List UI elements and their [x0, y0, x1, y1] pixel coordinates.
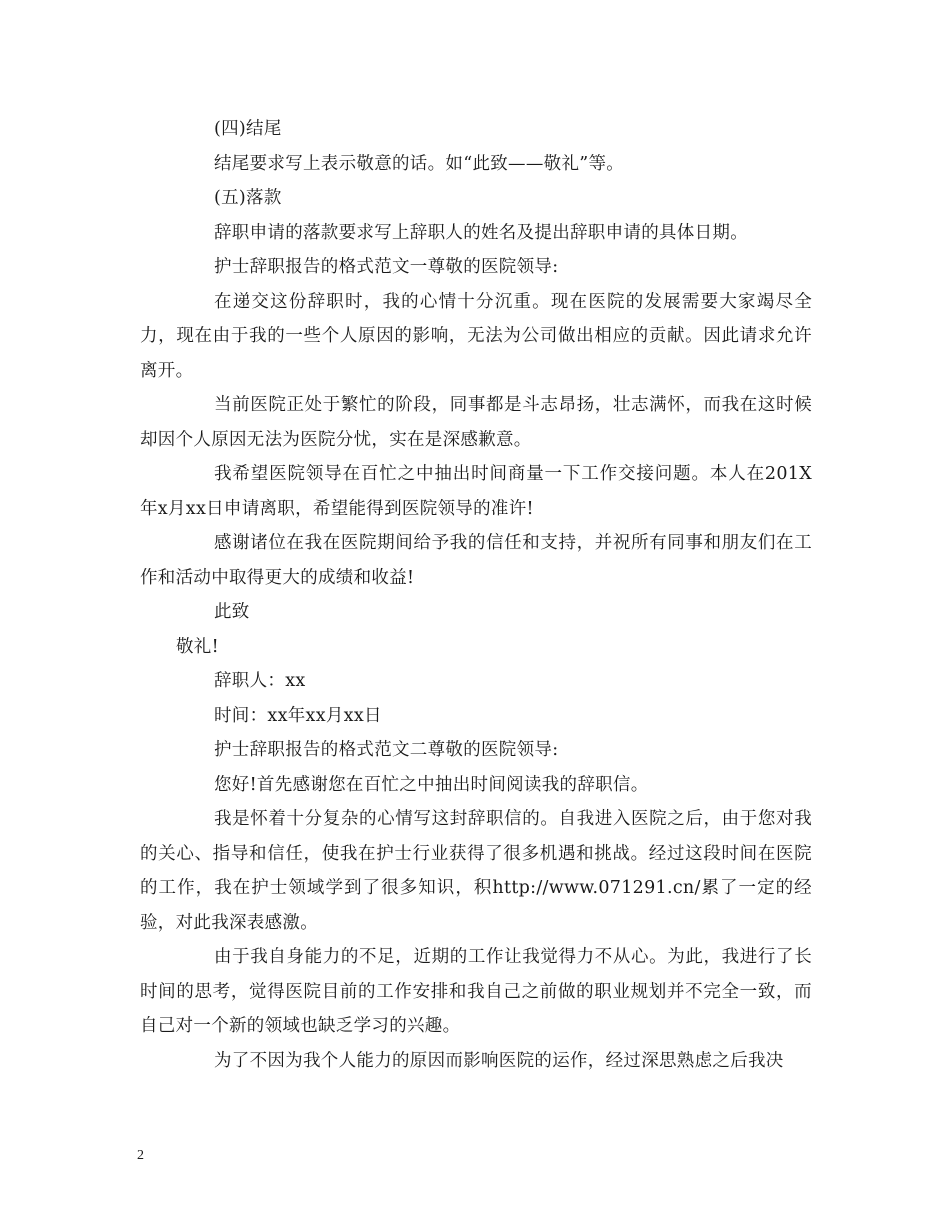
signature-name: 辞职人：xx: [214, 671, 306, 691]
paragraph: 结尾要求写上表示敬意的话。如“此致——敬礼”等。: [214, 153, 625, 174]
closing-phrase: 此致: [214, 602, 250, 622]
closing-salute: 敬礼!: [176, 636, 219, 657]
paragraph: 在递交这份辞职时，我的心情十分沉重。现在医院的发展需要大家竭尽全力，现在由于我的一些个人原因的影响，无法为公司做出相应的贡献。因此请求允许离开。: [140, 291, 812, 381]
signature-date: 时间：xx年xx月xx日: [214, 705, 382, 726]
paragraph: 为了不因为我个人能力的原因而影响医院的运作，经过深思熟虑之后我决: [214, 1050, 784, 1071]
sample-two-heading: 护士辞职报告的格式范文二尊敬的医院领导:: [214, 740, 559, 760]
paragraph: 由于我自身能力的不足，近期的工作让我觉得力不从心。为此，我进行了长时间的思考，觉得医院目前的工作安排和我自己之前做的职业规划并不完全一致，而自己对一个新的领域也缺乏学习的兴趣。: [140, 947, 812, 1036]
page-number: 2: [137, 1148, 144, 1163]
paragraph: 您好!首先感谢您在百忙之中抽出时间阅读我的辞职信。: [214, 774, 649, 795]
paragraph: 辞职申请的落款要求写上辞职人的姓名及提出辞职申请的具体日期。: [214, 222, 748, 243]
paragraph: 当前医院正处于繁忙的阶段，同事都是斗志昂扬，壮志满怀，而我在这时候却因个人原因无法为医院分忧，实在是深感歉意。: [140, 395, 812, 450]
sample-one-heading: 护士辞职报告的格式范文一尊敬的医院领导:: [214, 257, 559, 277]
paragraph: 我是怀着十分复杂的心情写这封辞职信的。自我进入医院之后，由于您对我的关心、指导和信任，使我在护士行业获得了很多机遇和挑战。经过这段时间在医院的工作，我在护士领域学到了很多知识，积http://www.071291.cn/累了一定的经验，对此我深表感激。: [140, 809, 812, 933]
section-heading-ending: (四)结尾: [214, 119, 282, 139]
section-heading-signature: (五)落款: [214, 188, 282, 208]
paragraph: 感谢诸位在我在医院期间给予我的信任和支持，并祝所有同事和朋友们在工作和活动中取得更大的成绩和收益!: [140, 533, 812, 588]
document-body: [140, 112, 812, 1078]
paragraph: 我希望医院领导在百忙之中抽出时间商量一下工作交接问题。本人在201X年x月xx日申请离职，希望能得到医院领导的准许!: [140, 464, 812, 519]
